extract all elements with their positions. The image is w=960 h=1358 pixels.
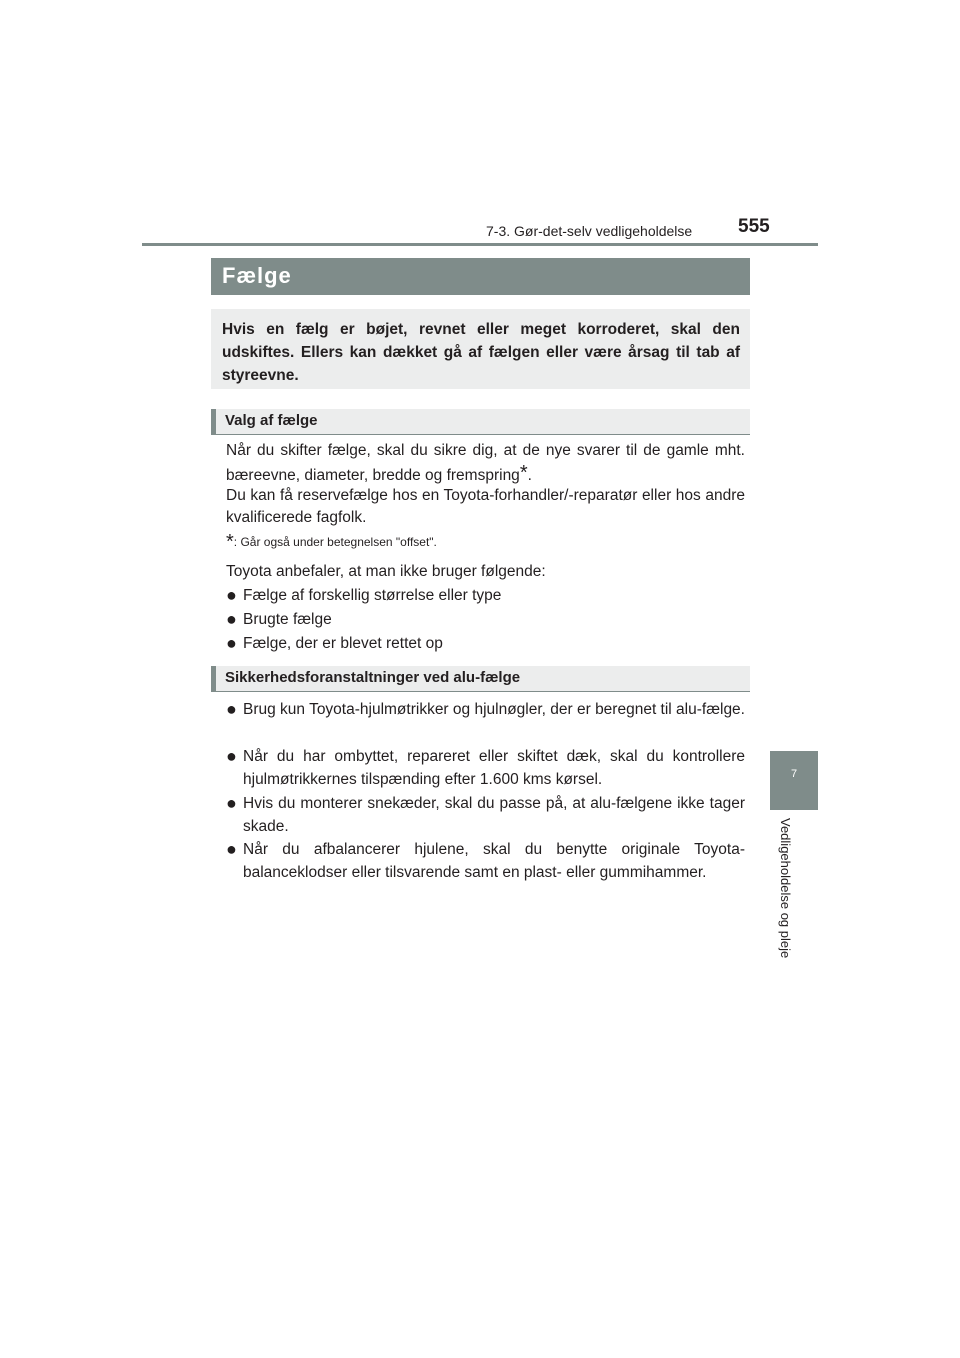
list-item bbox=[226, 608, 745, 631]
list-item bbox=[226, 632, 745, 655]
running-header-section: 7-3. Gør-det-selv vedligeholdelse bbox=[486, 223, 693, 239]
footnote-text: : Går også under betegnelsen "offset". bbox=[233, 535, 437, 549]
bullet-icon: ● bbox=[226, 746, 237, 766]
intro-text: Hvis en fælg er bøjet, revnet eller meget korroderet, skal den udskiftes. Ellers kan dækket gå af fælgen eller være årsag til tab af styreevne. bbox=[222, 321, 740, 384]
bullet-icon: ● bbox=[226, 609, 237, 629]
intro-box bbox=[211, 309, 750, 389]
page-title: Fælge bbox=[222, 263, 292, 288]
subheading-accent-bar bbox=[211, 409, 216, 435]
header-rule bbox=[142, 243, 818, 246]
list-item bbox=[226, 838, 745, 884]
bullet-icon: ● bbox=[226, 633, 237, 653]
footnote-star: * bbox=[226, 531, 234, 553]
list-item bbox=[226, 792, 745, 838]
subheading-text: Sikkerhedsforanstaltninger ved alu-fælge bbox=[225, 669, 521, 686]
paragraph-text-end: . bbox=[527, 467, 532, 484]
list-item bbox=[226, 584, 745, 607]
bullet-icon: ● bbox=[226, 839, 237, 859]
list-item-text: Brugte fælge bbox=[243, 611, 332, 628]
list-item bbox=[226, 698, 745, 721]
paragraph-spare-rims: Du kan få reservefælge hos en Toyota-forhandler/-reparatør eller hos andre kvalificerede fagfolk. bbox=[226, 487, 745, 526]
list-item-text: Fælge af forskellig størrelse eller type bbox=[243, 587, 502, 604]
list-item-text: Når du har ombyttet, repareret eller skiftet dæk, skal du kontrollere hjulmøtrikkernes tilspænding efter 1.600 kms kørsel. bbox=[243, 748, 745, 788]
subheading-alu-faelge bbox=[211, 666, 750, 692]
list-item-text: Hvis du monterer snekæder, skal du passe på, at alu-fælgene ikke tager skade. bbox=[243, 795, 745, 835]
chapter-tab-label: Vedligeholdelse og pleje bbox=[778, 818, 793, 959]
chapter-tab-number: 7 bbox=[790, 768, 798, 780]
list-item-text: Brug kun Toyota-hjulmøtrikker og hjulnøgler, der er beregnet til alu-fælge. bbox=[243, 701, 745, 718]
page-number: 555 bbox=[738, 216, 770, 237]
list-item-text: Når du afbalancerer hjulene, skal du benytte originale Toyota-balanceklodser eller tilsvarende samt en plast- eller gummihammer. bbox=[243, 841, 745, 881]
bullet-icon: ● bbox=[226, 585, 237, 605]
paragraph-choose-rims bbox=[226, 440, 745, 487]
subheading-valg-af-faelge bbox=[211, 409, 750, 435]
footnote-marker: * bbox=[519, 462, 528, 484]
paragraph-text: Når du skifter fælge, skal du sikre dig, at de nye svarer til de gamle mht. bæreevne, diameter, bredde og fremspring bbox=[226, 442, 745, 484]
list-item-text: Fælge, der er blevet rettet op bbox=[243, 635, 443, 652]
bullet-icon: ● bbox=[226, 699, 237, 719]
subheading-accent-bar bbox=[211, 666, 216, 692]
bullet-icon: ● bbox=[226, 793, 237, 813]
list-item bbox=[226, 745, 745, 791]
title-bar bbox=[211, 258, 750, 295]
subheading-text: Valg af fælge bbox=[225, 412, 318, 429]
recommendation-text: Toyota anbefaler, at man ikke bruger følgende: bbox=[226, 563, 546, 580]
chapter-tab bbox=[770, 751, 818, 810]
footnote bbox=[226, 531, 437, 554]
